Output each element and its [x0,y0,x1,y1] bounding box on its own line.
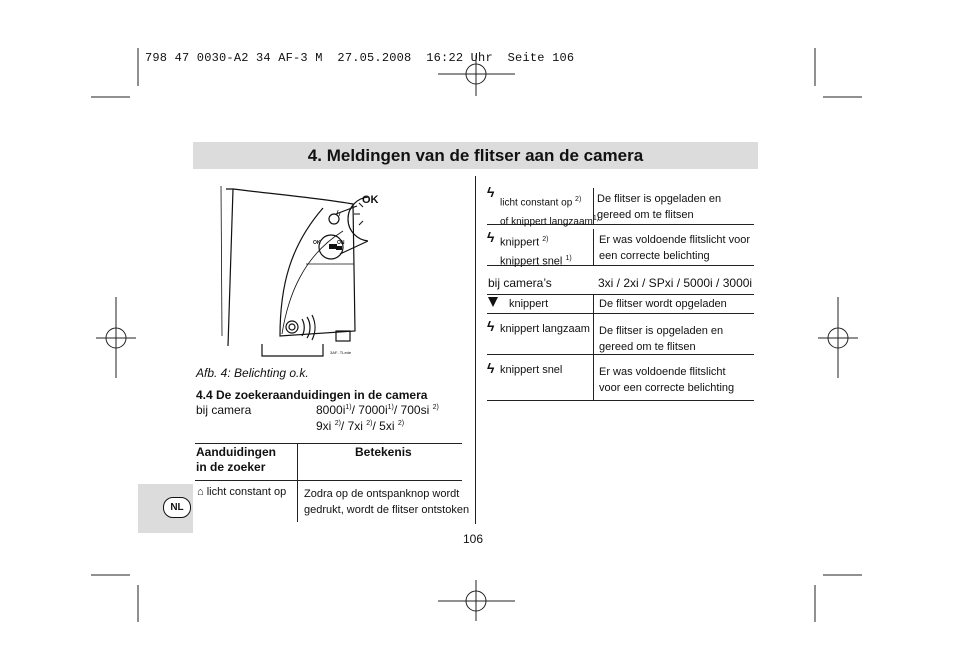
camera-models-line1: $8000i^{1)}/$ $7000i^{1)}/$ 700si $^{2)}$ [316,403,439,417]
left-table-top-rule [195,443,462,444]
print-header: 798 47 0030-A2 34 AF-3 M 27.05.2008 16:22 Uhr Seite 106 [145,51,575,65]
left-table-row-right: Zodra op de ontspanknop wordt gedrukt, wordt de flitser ontstoken [304,488,470,516]
rt-rule-6 [487,400,754,401]
left-table-head-right: Betekenis [355,445,412,459]
triangle-down-icon [488,297,498,307]
rt-r5-left: knippert snel [500,364,563,376]
on-small-label: ON [337,240,345,246]
rt-r2-right: Er was voldoende flitslicht voor een correcte belichting [599,234,751,262]
camera-models-line2: 9xi $^{2)}$/ 7xi $^{2)}$/ 5xi $^{2)}$ [316,419,405,433]
ok-magnified-label: OK [362,194,379,206]
figure-code: 3AF- TLede [330,350,352,355]
flash-outline-icon: ⌂ [197,486,204,498]
flash-icon: ϟ [487,184,495,200]
rt-r4-right: De flitser is opgeladen en gereed om te flitsen [599,325,724,353]
rt-r3-right: De flitser wordt opgeladen [599,298,727,310]
rt-r4-left: knippert langzaam [500,323,590,335]
section-title: 4. Meldingen van de flitser aan de camera [307,146,644,165]
rt-r2-left: knippert $^{2)}$ knippert snel $^{1)}$ [500,236,572,268]
page-number: 106 [463,532,484,546]
subsection-title: 4.4 De zoekeraanduidingen in de camera [196,388,428,402]
language-badge: NL [163,497,191,518]
rt-rule-3 [487,294,754,295]
rt-r5-right: Er was voldoende flitslicht voor een correcte belichting [599,366,735,394]
rt-r3-left: knippert [509,298,549,310]
rt-r1-left: licht constant op $^{2)}$ of knippert langzaam$^{1)}$ [500,196,600,228]
flash-icon: ϟ [487,229,495,245]
flash-illustration [218,186,368,361]
left-table-head-rule [195,480,462,481]
ok-small-label: OK [313,240,321,246]
svg-text:ϟ: ϟ [336,209,342,218]
left-table-row-left: ⌂ licht constant op [197,486,287,498]
rt-cam-left: bij camera’s [488,276,552,290]
rt-col-rule-3 [593,294,594,400]
rt-col-rule-2 [593,229,594,265]
left-table-head-left: Aanduidingen in de zoeker [196,445,276,474]
rt-cam-right: 3xi / 2xi / SPxi / 5000i / 3000i [598,276,753,290]
rt-r1-right: De flitser is opgeladen en gereed om te flitsen [597,193,722,221]
figure-caption: Afb. 4: Belichting o.k. [196,366,309,380]
column-divider [475,176,476,524]
rt-rule-4 [487,313,754,314]
bij-camera-label: bij camera [196,403,252,417]
flash-icon: ϟ [487,360,495,376]
flash-icon: ϟ [487,318,495,334]
left-table-col-rule [297,443,298,522]
